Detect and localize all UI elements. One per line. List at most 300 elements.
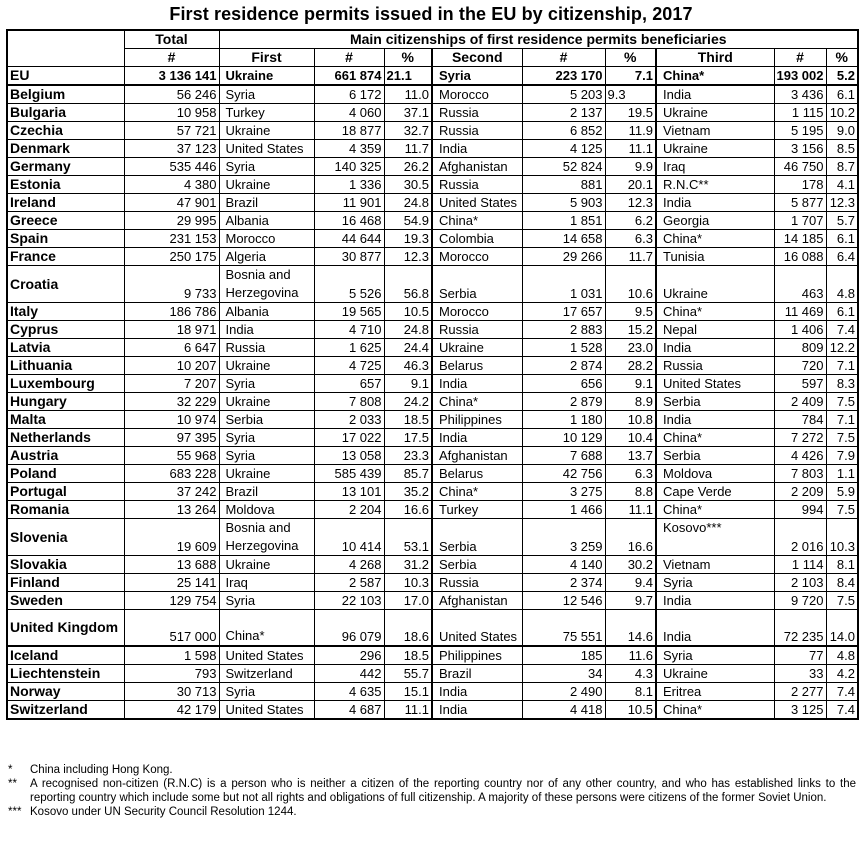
third-pct-cell: 7.4 [826, 321, 858, 339]
third-pct-cell: 4.8 [826, 646, 858, 665]
table-row [7, 248, 858, 266]
country-cell: Slovakia [7, 556, 124, 574]
first-citizenship-cell: Morocco [219, 230, 314, 248]
country-cell: Iceland [7, 646, 124, 665]
first-pct-cell: 37.1 [384, 104, 432, 122]
second-pct-cell: 13.7 [605, 447, 656, 465]
third-citizenship-cell: India [656, 339, 774, 357]
second-pct-cell: 4.3 [605, 665, 656, 683]
first-citizenship-cell: Albania [219, 212, 314, 230]
table-row [7, 483, 858, 501]
second-pct-cell: 15.2 [605, 321, 656, 339]
second-citizenship-cell: Russia [432, 122, 522, 140]
first-count-cell: 5 526 [314, 266, 384, 303]
total-cell: 7 207 [124, 375, 219, 393]
table-row [7, 519, 858, 556]
second-pct-cell: 11.6 [605, 646, 656, 665]
second-pct-cell: 20.1 [605, 176, 656, 194]
first-citizenship-cell: United States [219, 140, 314, 158]
first-count-cell: 585 439 [314, 465, 384, 483]
table-row [7, 447, 858, 465]
second-pct-cell: 8.8 [605, 483, 656, 501]
second-citizenship-cell: Russia [432, 574, 522, 592]
second-pct-cell: 9.1 [605, 375, 656, 393]
second-count-cell: 17 657 [522, 303, 605, 321]
table-row [7, 592, 858, 610]
first-citizenship-cell: United States [219, 701, 314, 720]
first-citizenship-cell: Ukraine [219, 357, 314, 375]
third-pct-cell: 6.4 [826, 248, 858, 266]
third-citizenship-cell: Russia [656, 357, 774, 375]
table-row [7, 212, 858, 230]
third-citizenship-cell: Moldova [656, 465, 774, 483]
total-cell: 57 721 [124, 122, 219, 140]
table-row [7, 610, 858, 647]
header-row-2 [7, 49, 858, 67]
first-pct-cell: 11.1 [384, 701, 432, 720]
third-pct-cell: 7.5 [826, 501, 858, 519]
first-count-cell: 296 [314, 646, 384, 665]
second-count-cell: 656 [522, 375, 605, 393]
table-row [7, 465, 858, 483]
second-pct-cell: 19.5 [605, 104, 656, 122]
third-pct-cell: 9.0 [826, 122, 858, 140]
country-cell: Belgium [7, 85, 124, 104]
country-cell: Switzerland [7, 701, 124, 720]
third-pct-cell: 7.5 [826, 393, 858, 411]
third-count-cell: 2 277 [774, 683, 826, 701]
country-cell: Bulgaria [7, 104, 124, 122]
first-count-cell: 1 625 [314, 339, 384, 357]
country-cell: EU [7, 67, 124, 86]
footnote [8, 805, 856, 819]
second-pct-cell: 14.6 [605, 610, 656, 647]
second-citizenship-cell: India [432, 701, 522, 720]
second-count-cell: 1 031 [522, 266, 605, 303]
total-cell: 793 [124, 665, 219, 683]
second-count-cell: 2 137 [522, 104, 605, 122]
second-count-header: # [522, 49, 605, 67]
third-citizenship-cell: China* [656, 67, 774, 86]
third-citizenship-cell: Eritrea [656, 683, 774, 701]
third-count-cell: 14 185 [774, 230, 826, 248]
table-row [7, 230, 858, 248]
country-cell: Portugal [7, 483, 124, 501]
table-row [7, 266, 858, 303]
first-citizenship-cell: India [219, 321, 314, 339]
third-pct-cell: 7.1 [826, 357, 858, 375]
country-cell: Luxembourg [7, 375, 124, 393]
first-citizenship-cell: Russia [219, 339, 314, 357]
second-citizenship-cell: Russia [432, 176, 522, 194]
footnote-marker: ** [8, 778, 17, 790]
third-citizenship-cell: Vietnam [656, 122, 774, 140]
footnote-text: A recognised non-citizen (R.N.C) is a person who is neither a citizen of the reporting country nor of any other country, and who has established links to the reporting country which include some but not all rights and obligations of full citizenship. A majority of these persons were citizens of the former Soviet Union. [30, 778, 856, 804]
third-pct-cell: 14.0 [826, 610, 858, 647]
first-citizenship-cell: Brazil [219, 483, 314, 501]
third-count-cell: 2 409 [774, 393, 826, 411]
third-count-cell: 2 016 [774, 519, 826, 556]
country-cell: Ireland [7, 194, 124, 212]
second-count-cell: 2 874 [522, 357, 605, 375]
first-citizenship-cell: Bosnia and Herzegovina [219, 519, 314, 556]
first-citizenship-cell: Algeria [219, 248, 314, 266]
table-row [7, 104, 858, 122]
third-citizenship-cell: Ukraine [656, 266, 774, 303]
first-count-cell: 96 079 [314, 610, 384, 647]
third-citizenship-cell: Ukraine [656, 140, 774, 158]
first-citizenship-cell: China* [219, 610, 314, 647]
second-count-cell: 7 688 [522, 447, 605, 465]
third-citizenship-cell: China* [656, 303, 774, 321]
first-pct-cell: 16.6 [384, 501, 432, 519]
second-pct-cell: 10.5 [605, 701, 656, 720]
third-header: Third [656, 49, 774, 67]
second-count-cell: 2 490 [522, 683, 605, 701]
third-count-cell: 720 [774, 357, 826, 375]
third-citizenship-cell: Nepal [656, 321, 774, 339]
second-citizenship-cell: Afghanistan [432, 447, 522, 465]
first-count-cell: 6 172 [314, 85, 384, 104]
first-citizenship-cell: Syria [219, 375, 314, 393]
second-count-cell: 185 [522, 646, 605, 665]
third-citizenship-cell: Syria [656, 574, 774, 592]
total-cell: 250 175 [124, 248, 219, 266]
first-count-cell: 7 808 [314, 393, 384, 411]
table-row [7, 646, 858, 665]
first-citizenship-cell: Syria [219, 592, 314, 610]
total-cell: 186 786 [124, 303, 219, 321]
third-count-cell: 1 115 [774, 104, 826, 122]
table-row [7, 501, 858, 519]
third-count-cell: 3 436 [774, 85, 826, 104]
third-pct-cell: 8.3 [826, 375, 858, 393]
total-cell: 517 000 [124, 610, 219, 647]
country-cell: Germany [7, 158, 124, 176]
third-pct-cell: 5.9 [826, 483, 858, 501]
third-count-cell: 4 426 [774, 447, 826, 465]
footnote-marker: * [8, 764, 13, 776]
country-cell: Hungary [7, 393, 124, 411]
first-pct-cell: 32.7 [384, 122, 432, 140]
first-pct-cell: 30.5 [384, 176, 432, 194]
second-citizenship-cell: Afghanistan [432, 158, 522, 176]
second-citizenship-cell: India [432, 429, 522, 447]
table-row [7, 683, 858, 701]
first-citizenship-cell: Serbia [219, 411, 314, 429]
country-cell: Denmark [7, 140, 124, 158]
second-citizenship-cell: India [432, 683, 522, 701]
third-citizenship-cell: Georgia [656, 212, 774, 230]
first-header: First [219, 49, 314, 67]
third-citizenship-cell: India [656, 85, 774, 104]
third-count-cell: 1 114 [774, 556, 826, 574]
second-pct-cell: 9.5 [605, 303, 656, 321]
third-count-cell: 784 [774, 411, 826, 429]
second-citizenship-cell: Belarus [432, 357, 522, 375]
second-count-cell: 10 129 [522, 429, 605, 447]
second-count-cell: 34 [522, 665, 605, 683]
first-count-cell: 4 687 [314, 701, 384, 720]
total-cell: 19 609 [124, 519, 219, 556]
second-pct-cell: 8.9 [605, 393, 656, 411]
first-citizenship-cell: Syria [219, 683, 314, 701]
total-cell: 42 179 [124, 701, 219, 720]
first-count-cell: 17 022 [314, 429, 384, 447]
total-cell: 55 968 [124, 447, 219, 465]
country-cell: Italy [7, 303, 124, 321]
country-cell: Greece [7, 212, 124, 230]
footnote [8, 763, 856, 777]
first-pct-cell: 15.1 [384, 683, 432, 701]
third-pct-cell: 1.1 [826, 465, 858, 483]
table-row [7, 140, 858, 158]
first-pct-cell: 9.1 [384, 375, 432, 393]
first-count-cell: 10 414 [314, 519, 384, 556]
first-citizenship-cell: Ukraine [219, 176, 314, 194]
country-cell: Estonia [7, 176, 124, 194]
country-cell: Cyprus [7, 321, 124, 339]
third-pct-cell: 7.4 [826, 701, 858, 720]
first-pct-cell: 24.8 [384, 194, 432, 212]
third-pct-cell: 4.8 [826, 266, 858, 303]
total-cell: 13 264 [124, 501, 219, 519]
first-pct-cell: 26.2 [384, 158, 432, 176]
first-pct-cell: 17.5 [384, 429, 432, 447]
first-count-cell: 18 877 [314, 122, 384, 140]
second-pct-cell: 6.3 [605, 230, 656, 248]
first-count-cell: 4 268 [314, 556, 384, 574]
table-row [7, 665, 858, 683]
first-count-cell: 2 587 [314, 574, 384, 592]
second-count-cell: 1 851 [522, 212, 605, 230]
second-count-cell: 42 756 [522, 465, 605, 483]
total-cell: 4 380 [124, 176, 219, 194]
first-count-cell: 442 [314, 665, 384, 683]
third-citizenship-cell: Syria [656, 646, 774, 665]
third-citizenship-cell: Ukraine [656, 104, 774, 122]
country-cell: Poland [7, 465, 124, 483]
third-pct-cell: 10.3 [826, 519, 858, 556]
third-pct-header: % [826, 49, 858, 67]
second-pct-cell: 11.7 [605, 248, 656, 266]
country-cell: Croatia [7, 266, 124, 303]
first-count-cell: 4 060 [314, 104, 384, 122]
third-count-cell: 994 [774, 501, 826, 519]
total-cell: 10 974 [124, 411, 219, 429]
footnote-marker: *** [8, 806, 22, 818]
country-cell: Latvia [7, 339, 124, 357]
second-citizenship-cell: Russia [432, 321, 522, 339]
first-count-cell: 4 710 [314, 321, 384, 339]
first-citizenship-cell: Albania [219, 303, 314, 321]
country-cell: Norway [7, 683, 124, 701]
country-cell: Netherlands [7, 429, 124, 447]
second-citizenship-cell: Brazil [432, 665, 522, 683]
first-pct-cell: 11.7 [384, 140, 432, 158]
second-citizenship-cell: India [432, 140, 522, 158]
header-row-1 [7, 30, 858, 49]
third-citizenship-cell: R.N.C** [656, 176, 774, 194]
third-count-cell: 3 125 [774, 701, 826, 720]
second-pct-header: % [605, 49, 656, 67]
first-pct-cell: 56.8 [384, 266, 432, 303]
first-count-cell: 657 [314, 375, 384, 393]
second-count-cell: 29 266 [522, 248, 605, 266]
third-citizenship-cell: Iraq [656, 158, 774, 176]
country-cell: Lithuania [7, 357, 124, 375]
first-pct-cell: 19.3 [384, 230, 432, 248]
third-citizenship-cell: Kosovo*** [656, 519, 774, 556]
third-count-cell: 72 235 [774, 610, 826, 647]
second-citizenship-cell: Belarus [432, 465, 522, 483]
third-count-cell: 2 209 [774, 483, 826, 501]
second-count-cell: 3 259 [522, 519, 605, 556]
first-citizenship-cell: Syria [219, 447, 314, 465]
second-citizenship-cell: Morocco [432, 303, 522, 321]
first-count-cell: 1 336 [314, 176, 384, 194]
second-count-cell: 223 170 [522, 67, 605, 86]
first-count-cell: 44 644 [314, 230, 384, 248]
second-citizenship-cell: China* [432, 393, 522, 411]
second-count-cell: 12 546 [522, 592, 605, 610]
total-cell: 18 971 [124, 321, 219, 339]
table-row [7, 393, 858, 411]
first-count-cell: 22 103 [314, 592, 384, 610]
third-count-cell: 7 272 [774, 429, 826, 447]
total-cell: 1 598 [124, 646, 219, 665]
first-citizenship-cell: Brazil [219, 194, 314, 212]
second-pct-cell: 12.3 [605, 194, 656, 212]
first-citizenship-cell: Ukraine [219, 465, 314, 483]
third-count-cell: 1 406 [774, 321, 826, 339]
third-citizenship-cell: China* [656, 230, 774, 248]
table-row [7, 429, 858, 447]
second-pct-cell: 8.1 [605, 683, 656, 701]
first-pct-cell: 24.8 [384, 321, 432, 339]
third-pct-cell: 7.9 [826, 447, 858, 465]
country-cell: Sweden [7, 592, 124, 610]
table-row [7, 122, 858, 140]
total-cell: 683 228 [124, 465, 219, 483]
third-count-cell: 463 [774, 266, 826, 303]
third-pct-cell: 6.1 [826, 85, 858, 104]
second-citizenship-cell: China* [432, 212, 522, 230]
third-count-cell: 7 803 [774, 465, 826, 483]
page-title: First residence permits issued in the EU by citizenship, 2017 [169, 4, 693, 24]
total-cell: 37 242 [124, 483, 219, 501]
total-cell: 129 754 [124, 592, 219, 610]
first-citizenship-cell: Syria [219, 429, 314, 447]
second-citizenship-cell: Morocco [432, 248, 522, 266]
second-pct-cell: 9.3 [605, 85, 656, 104]
second-citizenship-cell: Afghanistan [432, 592, 522, 610]
second-citizenship-cell: Morocco [432, 85, 522, 104]
footnote [8, 777, 856, 805]
third-pct-cell: 8.4 [826, 574, 858, 592]
main-citizenships-header: Main citizenships of first residence permits beneficiaries [219, 30, 858, 49]
first-citizenship-cell: Switzerland [219, 665, 314, 683]
third-count-cell: 46 750 [774, 158, 826, 176]
second-pct-cell: 23.0 [605, 339, 656, 357]
total-cell: 25 141 [124, 574, 219, 592]
third-pct-cell: 6.1 [826, 303, 858, 321]
third-citizenship-cell: United States [656, 375, 774, 393]
second-pct-cell: 30.2 [605, 556, 656, 574]
country-cell: Romania [7, 501, 124, 519]
first-citizenship-cell: Moldova [219, 501, 314, 519]
third-pct-cell: 10.2 [826, 104, 858, 122]
table-row [7, 85, 858, 104]
country-cell: Spain [7, 230, 124, 248]
third-citizenship-cell: Ukraine [656, 665, 774, 683]
total-cell: 29 995 [124, 212, 219, 230]
first-pct-cell: 31.2 [384, 556, 432, 574]
first-count-cell: 19 565 [314, 303, 384, 321]
second-count-cell: 5 203 [522, 85, 605, 104]
second-citizenship-cell: United States [432, 610, 522, 647]
total-header: Total [124, 30, 219, 49]
second-citizenship-cell: Russia [432, 104, 522, 122]
third-count-cell: 3 156 [774, 140, 826, 158]
third-citizenship-cell: Serbia [656, 447, 774, 465]
permits-table [6, 29, 859, 720]
first-count-cell: 140 325 [314, 158, 384, 176]
total-cell: 47 901 [124, 194, 219, 212]
table-row [7, 339, 858, 357]
second-count-cell: 2 883 [522, 321, 605, 339]
second-pct-cell: 28.2 [605, 357, 656, 375]
third-citizenship-cell: Serbia [656, 393, 774, 411]
table-row [7, 158, 858, 176]
first-pct-cell: 35.2 [384, 483, 432, 501]
third-pct-cell: 7.4 [826, 683, 858, 701]
third-citizenship-cell: Cape Verde [656, 483, 774, 501]
country-cell: Austria [7, 447, 124, 465]
third-count-cell: 2 103 [774, 574, 826, 592]
third-citizenship-cell: India [656, 592, 774, 610]
first-count-cell: 2 204 [314, 501, 384, 519]
total-cell: 13 688 [124, 556, 219, 574]
third-count-cell: 16 088 [774, 248, 826, 266]
table-row [7, 574, 858, 592]
third-citizenship-cell: India [656, 610, 774, 647]
second-citizenship-cell: Serbia [432, 519, 522, 556]
table-row [7, 411, 858, 429]
first-pct-cell: 10.5 [384, 303, 432, 321]
third-count-cell: 11 469 [774, 303, 826, 321]
total-cell: 9 733 [124, 266, 219, 303]
second-count-cell: 4 125 [522, 140, 605, 158]
third-count-cell: 77 [774, 646, 826, 665]
second-pct-cell: 11.1 [605, 501, 656, 519]
first-pct-cell: 85.7 [384, 465, 432, 483]
second-pct-cell: 9.4 [605, 574, 656, 592]
second-count-cell: 14 658 [522, 230, 605, 248]
first-pct-cell: 53.1 [384, 519, 432, 556]
third-pct-cell: 8.1 [826, 556, 858, 574]
table-row [7, 176, 858, 194]
first-count-cell: 30 877 [314, 248, 384, 266]
second-count-cell: 5 903 [522, 194, 605, 212]
country-cell: Finland [7, 574, 124, 592]
first-pct-cell: 17.0 [384, 592, 432, 610]
third-count-cell: 5 195 [774, 122, 826, 140]
first-pct-cell: 54.9 [384, 212, 432, 230]
second-count-cell: 2 879 [522, 393, 605, 411]
first-count-cell: 16 468 [314, 212, 384, 230]
third-pct-cell: 7.5 [826, 429, 858, 447]
